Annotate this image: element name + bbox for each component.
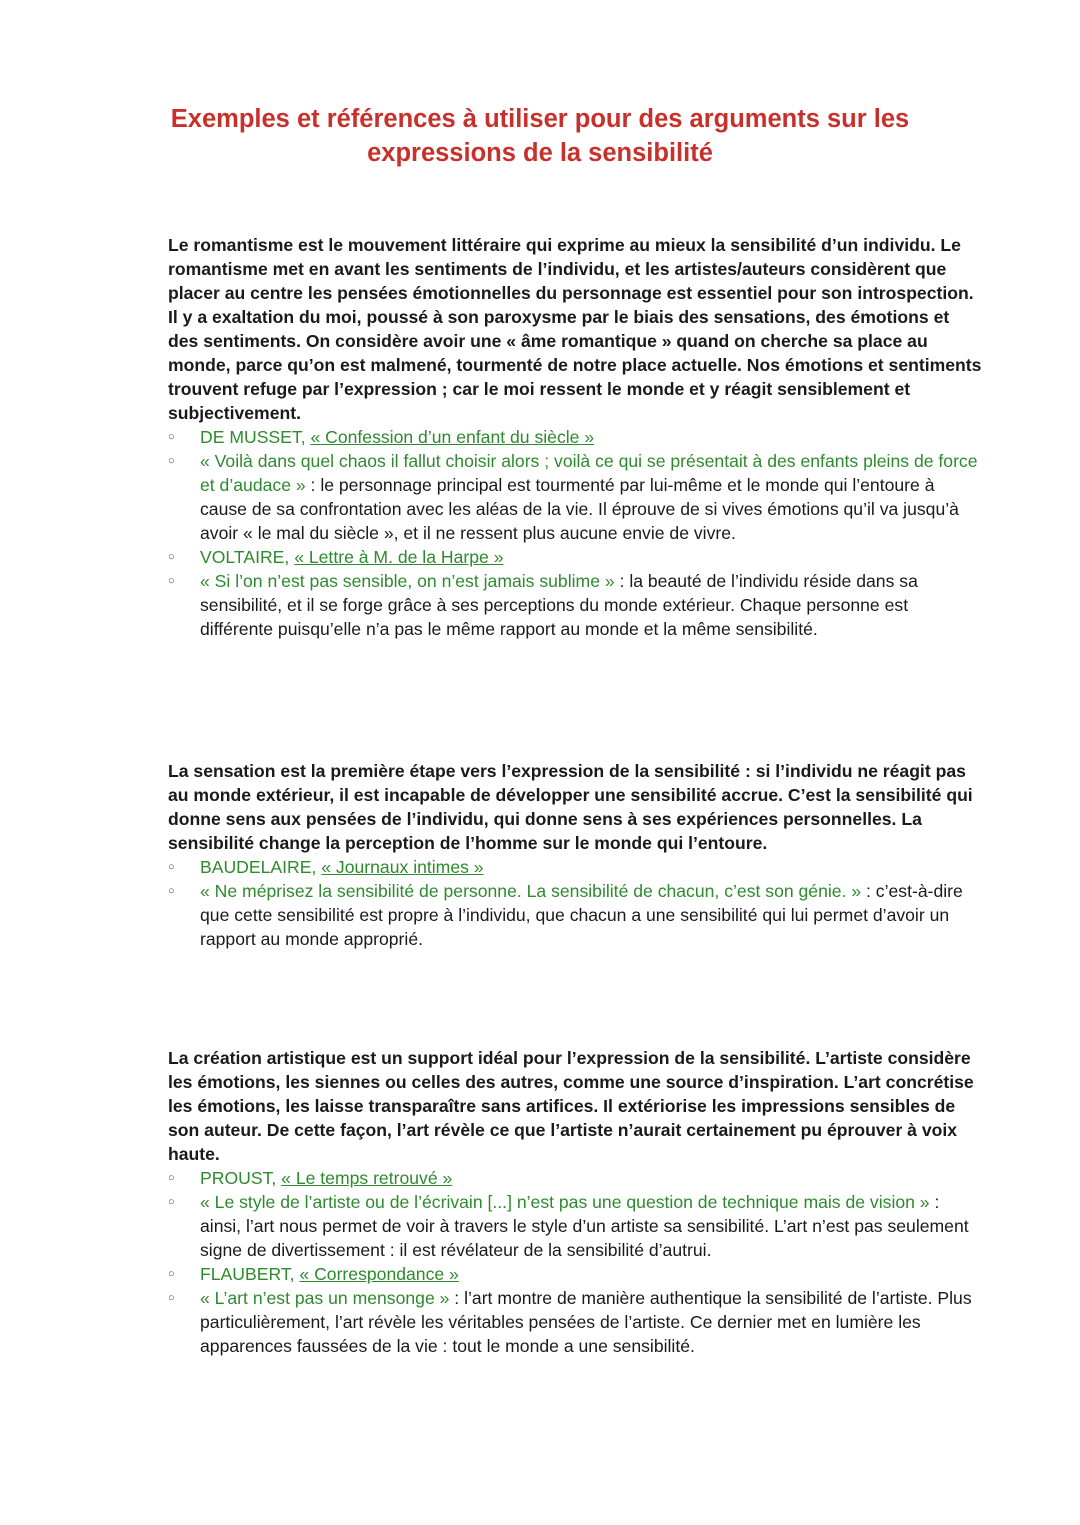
quote-text: « Si l’on n’est pas sensible, on n’est jamais sublime » [200, 571, 615, 591]
quote-comment: : c’est-à-dire que cette sensibilité est propre à l’individu, que chacun a une sensibilité qui lui permet d’avoir un rapport au monde approprié. [200, 881, 963, 949]
list-item-quote [168, 1190, 983, 1262]
bullet-icon: ○ [168, 455, 175, 467]
quote-comment: : l’art montre de manière authentique la sensibilité de l’artiste. Plus particulièrement, l’art révèle les véritables pensées de l’artiste. Ce dernier met en lumière les apparences faussées de la vie : tout le monde a une sensibilité. [200, 1288, 972, 1356]
reference-list [168, 855, 983, 951]
bullet-icon: ○ [168, 1196, 175, 1208]
bullet-icon: ○ [168, 885, 175, 897]
list-item-author [168, 1262, 983, 1286]
section-intro: La sensation est la première étape vers l’expression de la sensibilité : si l’individu ne réagit pas au monde extérieur, il est incapable de développer une sensibilité accrue. C’est la sensibilité qui donne sens aux pensées de l’individu, qui donne sens à ses expériences personnelles. La sensibilité change la perception de l’homme sur le monde qui l’entoure. [168, 761, 973, 853]
quote-text: « Voilà dans quel chaos il fallut choisir alors ; voilà ce qui se présentait à des enfants pleins de force et d’audace » [200, 451, 978, 495]
bullet-icon: ○ [168, 1268, 175, 1280]
author-name: PROUST, [200, 1168, 282, 1188]
section-intro: La création artistique est un support idéal pour l’expression de la sensibilité. L’artiste considère les émotions, les siennes ou celles des autres, comme une source d’inspiration. L’art concrétise les émotions, les laisse transparaître sans artifices. Il extériorise les impressions sensibles de son auteur. De cette façon, l’art révèle ce que l’artiste n’aurait certainement pu éprouver à voix haute. [168, 1048, 974, 1164]
bullet-icon: ○ [168, 1292, 175, 1304]
list-item-quote [168, 879, 983, 951]
work-title: « Confession d’un enfant du siècle » [310, 427, 595, 447]
bullet-icon: ○ [168, 1172, 175, 1184]
work-title: « Lettre à M. de la Harpe » [294, 547, 504, 567]
section-romantisme [168, 233, 983, 641]
section-creation-artistique [168, 1046, 983, 1358]
quote-comment: : la beauté de l’individu réside dans sa sensibilité, et il se forge grâce à ses perceptions du monde extérieur. Chaque personne est différente puisqu’elle n’a pas le même rapport au monde et la même sensibilité. [200, 571, 918, 639]
quote-comment: : le personnage principal est tourmenté par lui-même et le monde qui l’entoure à cause de sa confrontation avec les aléas de la vie. Il éprouve de si vives émotions qu’il va jusqu’à avoir « le mal du siècle », et il ne ressent plus aucune envie de vivre. [200, 475, 959, 543]
reference-list [168, 1166, 983, 1358]
work-title: « Le temps retrouvé » [281, 1168, 453, 1188]
author-name: FLAUBERT, [200, 1264, 300, 1284]
list-item-quote [168, 449, 983, 545]
page-title: Exemples et références à utiliser pour des arguments sur les expressions de la sensibilité [170, 105, 910, 167]
bullet-icon: ○ [168, 575, 175, 587]
bullet-icon: ○ [168, 431, 175, 443]
list-item-quote [168, 569, 983, 641]
list-item-author [168, 545, 983, 569]
list-item-quote [168, 1286, 983, 1358]
reference-list [168, 425, 983, 641]
author-name: BAUDELAIRE, [200, 857, 322, 877]
quote-text: « L’art n’est pas un mensonge » [200, 1288, 450, 1308]
section-intro: Le romantisme est le mouvement littéraire qui exprime au mieux la sensibilité d’un individu. Le romantisme met en avant les sentiments de l’individu, et les artistes/auteurs considèrent que placer au centre les pensées émotionnelles du personnage est essentiel pour son introspection. Il y a exaltation du moi, poussé à son paroxysme par le biais des sensations, des émotions et des sentiments. On considère avoir une « âme romantique » quand on cherche sa place au monde, parce qu’on est malmené, tourmenté de notre place actuelle. Nos émotions et sentiments trouvent refuge par l’expression ; car le moi ressent le monde et y réagit sensiblement et subjectivement. [168, 235, 982, 423]
author-name: VOLTAIRE, [200, 547, 295, 567]
list-item-author [168, 855, 983, 879]
quote-text: « Le style de l’artiste ou de l’écrivain [...] n’est pas une question de technique mais de vision » [200, 1192, 930, 1212]
quote-comment: : ainsi, l’art nous permet de voir à travers le style d’un artiste sa sensibilité. L’art n’est pas seulement signe de divertissement : il est révélateur de la sensibilité d’autrui. [200, 1192, 969, 1260]
bullet-icon: ○ [168, 861, 175, 873]
list-item-author [168, 425, 983, 449]
quote-text: « Ne méprisez la sensibilité de personne. La sensibilité de chacun, c’est son génie. » [200, 881, 862, 901]
work-title: « Journaux intimes » [321, 857, 484, 877]
list-item-author [168, 1166, 983, 1190]
section-sensation [168, 759, 983, 951]
work-title: « Correspondance » [299, 1264, 459, 1284]
bullet-icon: ○ [168, 551, 175, 563]
author-name: DE MUSSET, [200, 427, 311, 447]
